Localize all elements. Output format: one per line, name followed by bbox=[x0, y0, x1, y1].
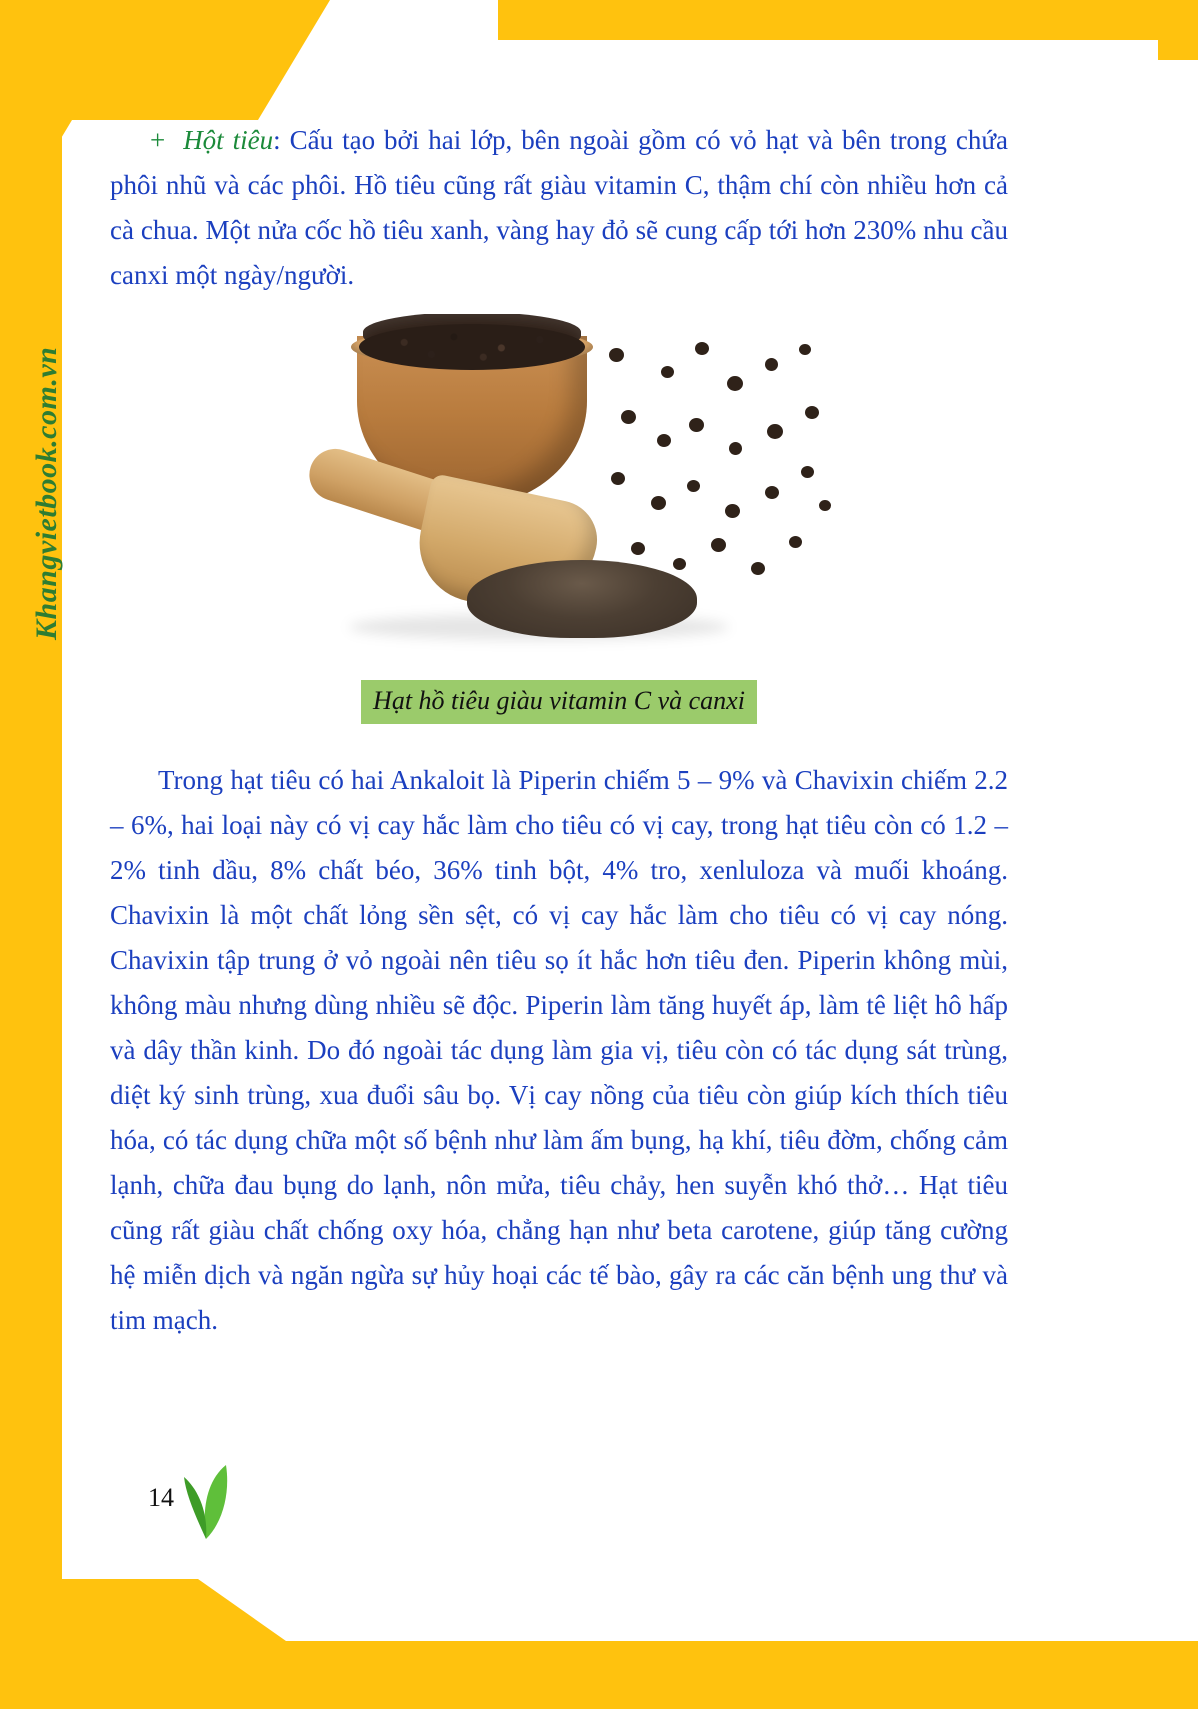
pepper-grain bbox=[631, 542, 645, 555]
page-content bbox=[110, 118, 1008, 1349]
page-number: 14 bbox=[148, 1483, 174, 1512]
watermark-text: Khangvietbook.com.vn bbox=[30, 346, 63, 640]
pepper-grain bbox=[657, 434, 671, 447]
pepper-grain bbox=[621, 410, 636, 424]
pepper-grain bbox=[611, 472, 625, 485]
pepper-grain bbox=[727, 376, 743, 391]
pepper-grain bbox=[695, 342, 709, 355]
pepper-grain bbox=[651, 496, 666, 510]
pepper-grain bbox=[799, 344, 811, 355]
leaf-icon bbox=[176, 1461, 234, 1541]
figure-pepper bbox=[110, 314, 1008, 724]
pepper-seeds-in-bowl bbox=[359, 324, 585, 370]
decorative-strip-right bbox=[1158, 0, 1198, 60]
paragraph-composition: Trong hạt tiêu có hai Ankaloit là Piperin chiếm 5 – 9% và Chavixin chiếm 2.2 – 6%, hai loại này có vị cay hắc làm cho tiêu có vị cay, trong hạt tiêu còn có 1.2 – 2% tinh dầu, 8% chất béo, 36% tinh bột, 4% tro, xenluloza và muối khoáng. Chavixin là một chất lỏng sền sệt, có vị cay hắc làm cho tiêu có vị cay nóng. Chavixin tập trung ở vỏ ngoài nên tiêu sọ ít hắc hơn tiêu đen. Piperin không mùi, không màu nhưng dùng nhiều sẽ độc. Piperin làm tăng huyết áp, làm tê liệt hô hấp và dây thần kinh. Do đó ngoài tác dụng làm gia vị, tiêu còn có tác dụng sát trùng, diệt ký sinh trùng, xua đuổi sâu bọ. Vị cay nồng của tiêu còn giúp kích thích tiêu hóa, có tác dụng chữa một số bệnh như làm ấm bụng, hạ khí, tiêu đờm, chống cảm lạnh, chữa đau bụng do lạnh, nôn mửa, tiêu chảy, hen suyễn khó thở… Hạt tiêu cũng rất giàu chất chống oxy hóa, chẳng hạn như beta carotene, giúp tăng cường hệ miễn dịch và ngăn ngừa sự hủy hoại các tế bào, gây ra các căn bệnh ung thư và tim mạch. bbox=[110, 765, 1008, 1335]
lead-term-italic: Hột tiêu bbox=[183, 125, 274, 155]
pepper-grain bbox=[819, 500, 831, 511]
pepper-grain bbox=[765, 486, 779, 499]
pepper-grain bbox=[689, 418, 704, 432]
pepper-grain bbox=[609, 348, 624, 362]
decorative-bar-top-right bbox=[498, 0, 1198, 40]
decorative-bar-bottom bbox=[0, 1579, 1198, 1709]
figure-caption: Hạt hồ tiêu giàu vitamin C và canxi bbox=[361, 680, 757, 724]
pepper-grain bbox=[789, 536, 802, 548]
figure-image bbox=[259, 314, 859, 674]
pepper-grain bbox=[767, 424, 783, 439]
paragraph-hot-tieu-text: : Cấu tạo bởi hai lớp, bên ngoài gồm có vỏ hạt và bên trong chứa phôi nhũ và các phôi. Hồ tiêu cũng rất giàu vitamin C, thậm chí còn nhiều hơn cả cà chua. Một nửa cốc hồ tiêu xanh, vàng hay đỏ sẽ cung cấp tới hơn 230% nhu cầu canxi một ngày/người. bbox=[110, 125, 1009, 290]
pepper-grain bbox=[661, 366, 674, 378]
pepper-grain bbox=[765, 358, 778, 371]
paragraph-hot-tieu bbox=[110, 118, 1008, 298]
bullet-plus-marker: + bbox=[150, 125, 166, 155]
pepper-grain bbox=[801, 466, 814, 478]
body-block bbox=[110, 758, 1008, 1343]
pepper-grain bbox=[729, 442, 742, 455]
pepper-grain bbox=[805, 406, 819, 419]
pepper-grain bbox=[751, 562, 765, 575]
pepper-grain bbox=[711, 538, 726, 552]
pepper-grain bbox=[673, 558, 686, 570]
pepper-grain bbox=[687, 480, 700, 492]
ground-pepper-pile bbox=[467, 560, 697, 638]
pepper-grain bbox=[725, 504, 740, 518]
